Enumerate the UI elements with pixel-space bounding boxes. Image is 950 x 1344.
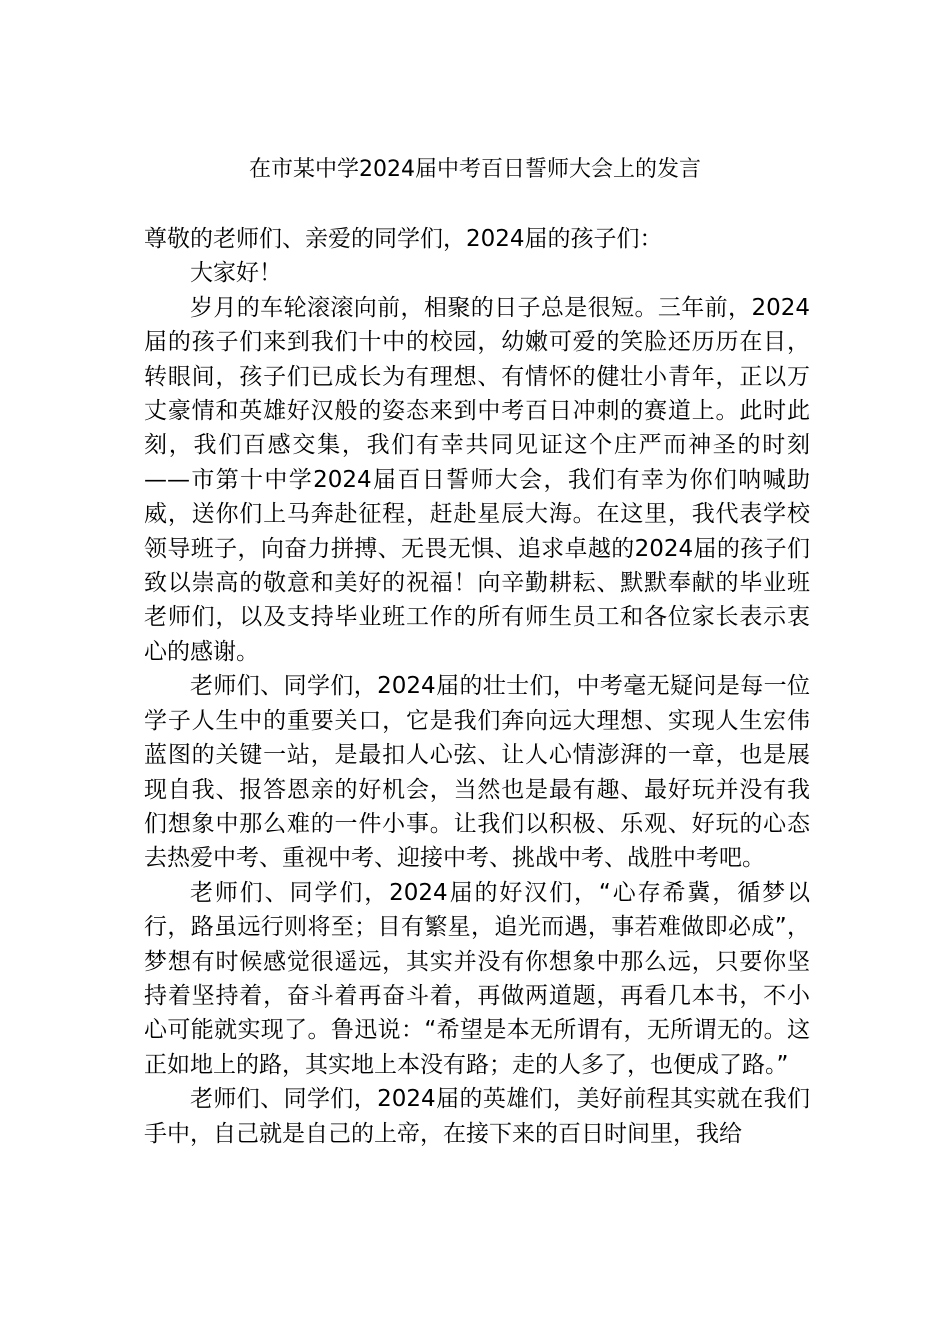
document-title: 在市某中学2024届中考百日誓师大会上的发言 [249, 157, 701, 182]
paragraph-4: 老师们、同学们，2024届的英雄们，美好前程其实就在我们手中，自己就是自己的上帝，在接下来的百日时间里，我给 [144, 1086, 810, 1147]
paragraph-2: 老师们、同学们，2024届的壮士们，中考毫无疑问是每一位学子人生中的重要关口，它是我们奔向远大理想、实现人生宏伟蓝图的关键一站，是最扣人心弦、让人心情澎湃的一章，也是展现自我、报答恩亲的好机会，当然也是最有趣、最好玩并没有我们想象中那么难的一件小事。让我们以积极、乐观、好玩的心态去热爱中考、重视中考、迎接中考、挑战中考、战胜中考吧。 [144, 673, 810, 872]
document-body [144, 222, 810, 1151]
paragraph-3: 老师们、同学们，2024届的好汉们，“心存希冀，循梦以行，路虽远行则将至；目有繁星，追光而遇，事若难做即必成”，梦想有时候感觉很遥远，其实并没有你想象中那么远，只要你坚持着坚持着，奋斗着再奋斗着，再做两道题，再看几本书，不小心可能就实现了。鲁迅说：“希望是本无所谓有，无所谓无的。这正如地上的路，其实地上本没有路；走的人多了，也便成了路。” [144, 879, 810, 1078]
paragraph-1: 岁月的车轮滚滚向前，相聚的日子总是很短。三年前，2024届的孩子们来到我们十中的校园，幼嫩可爱的笑脸还历历在目，转眼间，孩子们已成长为有理想、有情怀的健壮小青年，正以万丈豪情和英雄好汉般的姿态来到中考百日冲刺的赛道上。此时此刻，我们百感交集，我们有幸共同见证这个庄严而神圣的时刻——市第十中学2024届百日誓师大会，我们有幸为你们呐喊助威，送你们上马奔赴征程，赶赴星辰大海。在这里，我代表学校领导班子，向奋力拼搏、无畏无惧、追求卓越的2024届的孩子们致以崇高的敬意和美好的祝福！向辛勤耕耘、默默奉献的毕业班老师们，以及支持毕业班工作的所有师生员工和各位家长表示衷心的感谢。 [144, 294, 810, 665]
salutation: 尊敬的老师们、亲爱的同学们，2024届的孩子们： [144, 226, 663, 252]
greeting: 大家好！ [190, 260, 282, 287]
